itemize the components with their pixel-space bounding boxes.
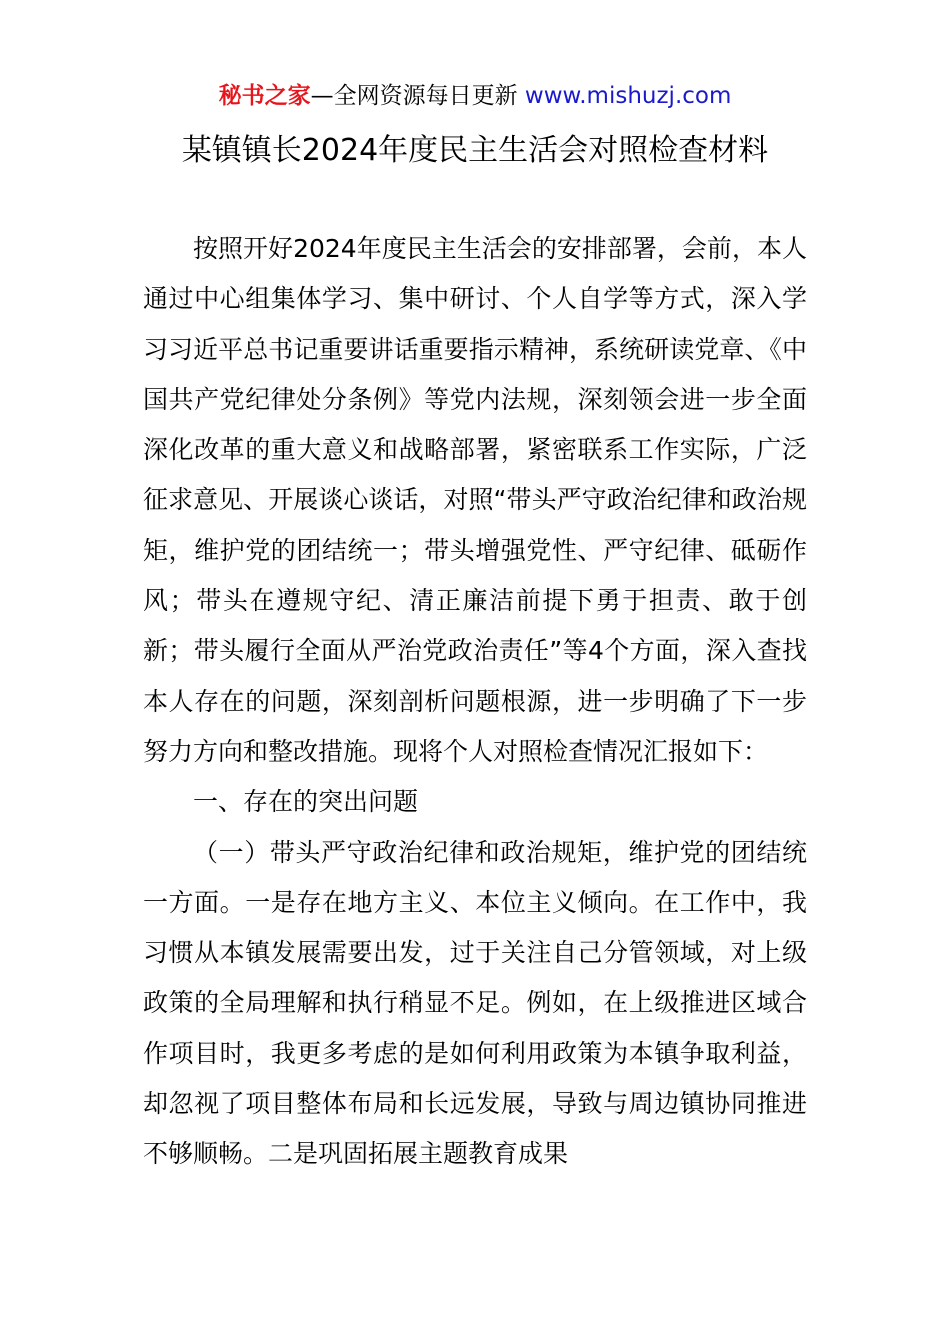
body-paragraph: （一）带头严守政治纪律和政治规矩，维护党的团结统一方面。一是存在地方主义、本位主义倾向。在工作中，我习惯从本镇发展需要出发，过于关注自己分管领域，对上级政策的全局理解和执行稍显不足。例如，在上级推进区域合作项目时，我更多考虑的是如何利用政策为本镇争取利益，却忽视了项目整体布局和长远发展，导致与周边镇协同推进不够顺畅。二是巩固拓展主题教育成果: [143, 837, 807, 1169]
site-header: [0, 80, 950, 112]
site-url-link[interactable]: www.mishuzj.com: [524, 83, 732, 109]
section-heading: 一、存在的突出问题: [193, 787, 419, 817]
header-slogan: —全网资源每日更新: [310, 83, 518, 109]
document-body: [143, 224, 807, 1180]
brand-name: 秘书之家: [218, 83, 311, 109]
intro-paragraph: 按照开好2024年度民主生活会的安排部署，会前，本人通过中心组集体学习、集中研讨、个人自学等方式，深入学习习近平总书记重要讲话重要指示精神，系统研读党章、《中国共产党纪律处分条例》等党内法规，深刻领会进一步全面深化改革的重大意义和战略部署，紧密联系工作实际，广泛征求意见、开展谈心谈话，对照“带头严守政治纪律和政治规矩，维护党的团结统一；带头增强党性、严守纪律、砥砺作风；带头在遵规守纪、清正廉洁前提下勇于担责、敢于创新；带头履行全面从严治党政治责任”等4个方面，深入查找本人存在的问题，深刻剖析问题根源，进一步明确了下一步努力方向和整改措施。现将个人对照检查情况汇报如下：: [143, 234, 807, 766]
document-title: 某镇镇长2024年度民主生活会对照检查材料: [181, 133, 769, 168]
